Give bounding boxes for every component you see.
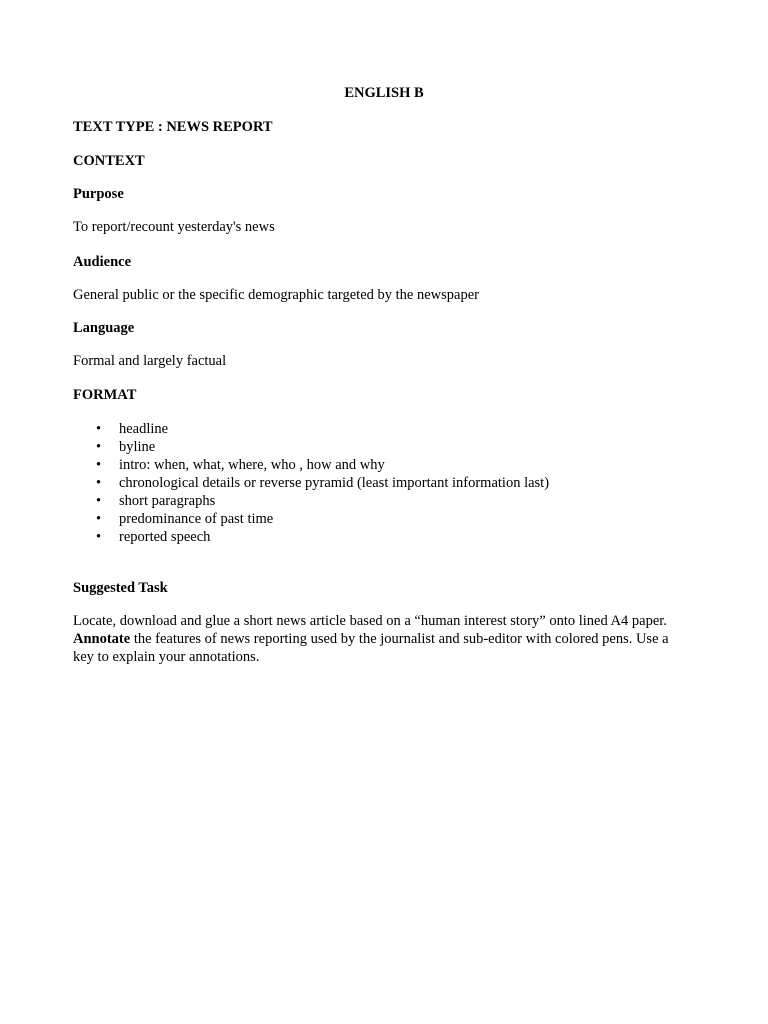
list-item: [73, 456, 549, 474]
bullet-icon: •: [96, 457, 102, 473]
bullet-icon: •: [96, 421, 102, 437]
list-item: [73, 492, 549, 510]
list-item-text: predominance of past time: [119, 511, 274, 527]
format-heading: FORMAT: [73, 387, 137, 403]
list-item: [73, 528, 549, 546]
list-item-text: short paragraphs: [119, 493, 216, 509]
list-item-text: intro: when, what, where, who , how and why: [119, 457, 385, 473]
list-item: [73, 438, 549, 456]
bullet-icon: •: [96, 439, 102, 455]
task-text-part2: the features of news reporting used by the journalist and sub-editor with colored pens. Use a key to explain your annotations.: [73, 631, 669, 665]
bullet-icon: •: [96, 475, 102, 491]
list-item: [73, 420, 549, 438]
task-text-bold: Annotate: [73, 631, 131, 647]
list-item-text: headline: [119, 421, 169, 437]
suggested-task-text: [73, 612, 693, 666]
audience-heading: Audience: [73, 254, 131, 270]
list-item-text: chronological details or reverse pyramid (least important information last): [119, 475, 550, 491]
bullet-icon: •: [96, 511, 102, 527]
language-heading: Language: [73, 320, 135, 336]
list-item: [73, 510, 549, 528]
bullet-icon: •: [96, 493, 102, 509]
list-item-text: byline: [119, 439, 156, 455]
document-title: ENGLISH B: [344, 85, 424, 101]
purpose-heading: Purpose: [73, 186, 124, 202]
text-type-heading: TEXT TYPE : NEWS REPORT: [73, 119, 273, 135]
list-item-text: reported speech: [119, 529, 211, 545]
task-text-part1: Locate, download and glue a short news article based on a “human interest story” onto lined A4 paper.: [73, 613, 667, 629]
language-text: Formal and largely factual: [73, 353, 227, 369]
audience-text: General public or the specific demographic targeted by the newspaper: [73, 287, 479, 303]
purpose-text: To report/recount yesterday's news: [73, 219, 275, 235]
context-heading: CONTEXT: [73, 153, 145, 169]
list-item: [73, 474, 549, 492]
format-list: [73, 420, 549, 546]
bullet-icon: •: [96, 529, 102, 545]
suggested-task-heading: Suggested Task: [73, 580, 168, 596]
